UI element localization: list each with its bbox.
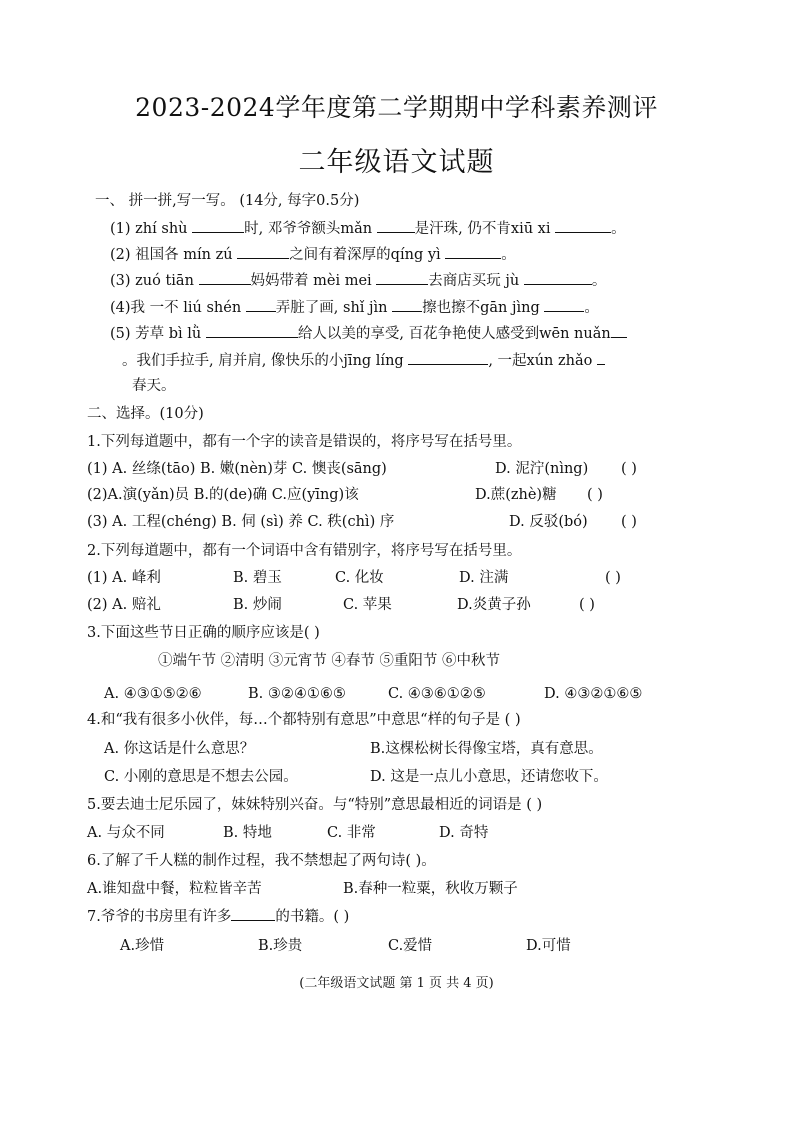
answer-blank[interactable] — [237, 244, 289, 259]
answer-blank[interactable] — [376, 270, 428, 285]
answer-blank[interactable] — [524, 270, 592, 285]
exam-title: 2023-2024学年度第二学期期中学科素养测评 — [135, 93, 658, 122]
s1-question-1: (1) zhí shù 时, 邓爷爷额头mǎn 是汗珠, 仍不肯xiū xi 。 — [110, 218, 626, 239]
answer-blank[interactable] — [246, 297, 276, 312]
s2-q4-stem: 4.和“我有很多小伙伴，每…个都特别有意思”中意思“样的句子是 ( ) — [87, 712, 521, 728]
s1-question-4: (4)我 一不 liú shén 弄脏了画, shǐ jìn 擦也擦不gān jìng 。 — [110, 297, 599, 318]
s2-q3-list: ①端午节 ②清明 ③元宵节 ④春节 ⑤重阳节 ⑥中秋节 — [158, 653, 501, 669]
answer-blank[interactable] — [544, 297, 584, 312]
answer-bracket[interactable]: ( ) — [621, 461, 637, 477]
s2-q1-stem: 1.下列每道题中，都有一个字的读音是错误的，将序号写在括号里。 — [87, 434, 522, 450]
s2-q3-stem: 3.下面这些节日正确的顺序应该是( ) — [87, 625, 320, 641]
s1-question-2: (2) 祖国各 mín zú 之间有着深厚的qíng yì 。 — [110, 244, 516, 265]
answer-blank[interactable] — [377, 218, 415, 233]
answer-blank[interactable] — [206, 323, 298, 338]
s2-q6-options: A.谁知盘中餐，粒粒皆辛苦 B.春种一粒粟，秋收万颗子 — [87, 881, 518, 897]
answer-blank[interactable] — [611, 323, 627, 338]
answer-blank[interactable] — [445, 244, 501, 259]
s2-q4-row2: C. 小刚的意思是不想去公园。 D. 这是一点儿小意思，还请您收下。 — [104, 769, 608, 785]
s1-question-5-end: 春天。 — [132, 378, 176, 394]
s2-q5-options: A. 与众不同 B. 特地 C. 非常 D. 奇特 — [87, 825, 489, 841]
section2-heading: 二、选择。(10分) — [87, 406, 204, 422]
s2-q7-stem: 7.爷爷的书房里有许多 的书籍。( ) — [87, 906, 349, 927]
s2-q1-row2: (2)A.演(yǎn)员 B.的(de)确 C.应(yīng)该 D.蔗(zhè)糖 ( ) — [87, 487, 603, 503]
answer-blank[interactable] — [555, 218, 611, 233]
page-footer: (二年级语文试题 第 1 页 共 4 页) — [299, 976, 494, 991]
exam-subtitle: 二年级语文试题 — [298, 147, 495, 178]
s2-q2-row2: (2) A. 赔礼 B. 炒闹 C. 苹果 D.炎黄子孙 ( ) — [87, 597, 595, 613]
s2-q2-row1: (1) A. 峰利 B. 碧玉 C. 化妆 D. 注满 ( ) — [87, 570, 621, 586]
s1-question-5: (5) 芳草 bì lǜ 给人以美的享受, 百花争艳使人感受到wēn nuǎn — [110, 323, 627, 344]
s2-q1-row1: (1) A. 丝绦(tāo) B. 嫩(nèn)芽 C. 懊丧(sāng) D. 泥泞(nìng) ( ) — [87, 461, 637, 477]
s2-q1-row3: (3) A. 工程(chéng) B. 伺 (sì) 养 C. 秩(chì) 序 D. 反驳(bó) ( ) — [87, 514, 637, 530]
answer-blank[interactable] — [192, 218, 244, 233]
answer-blank[interactable] — [597, 350, 605, 365]
s2-q7-options: A.珍惜 B.珍贵 C.爱惜 D.可惜 — [120, 938, 571, 954]
s2-q5-stem: 5.要去迪士尼乐园了，妹妹特别兴奋。与“特别”意思最相近的词语是 ( ) — [87, 797, 543, 813]
answer-blank[interactable] — [408, 350, 488, 365]
answer-blank[interactable] — [392, 297, 422, 312]
answer-bracket[interactable]: ( ) — [579, 597, 595, 613]
s2-q6-stem: 6.了解了千人糕的制作过程，我不禁想起了两句诗( )。 — [87, 853, 436, 869]
answer-bracket[interactable]: ( ) — [587, 487, 603, 503]
s2-q3-options: A. ④③①⑤②⑥ B. ③②④①⑥⑤ C. ④③⑥①②⑤ D. ④③②①⑥⑤ — [104, 686, 643, 702]
section1-heading: 一、 拼一拼,写一写。 (14分, 每字0.5分) — [95, 193, 360, 209]
answer-blank[interactable] — [231, 906, 275, 921]
s2-q2-stem: 2.下列每道题中，都有一个词语中含有错别字，将序号写在括号里。 — [87, 543, 522, 559]
answer-bracket[interactable]: ( ) — [605, 570, 621, 586]
s2-q4-row1: A. 你这话是什么意思？ B.这棵松树长得像宝塔，真有意思。 — [104, 741, 603, 757]
answer-blank[interactable] — [199, 270, 251, 285]
s1-question-3: (3) zuó tiān 妈妈带着 mèi mei 去商店买玩 jù 。 — [110, 270, 606, 291]
answer-bracket[interactable]: ( ) — [621, 514, 637, 530]
s1-question-5-cont: 。我们手拉手, 肩并肩, 像快乐的小jīng líng , 一起xún zhǎo — [122, 350, 605, 371]
